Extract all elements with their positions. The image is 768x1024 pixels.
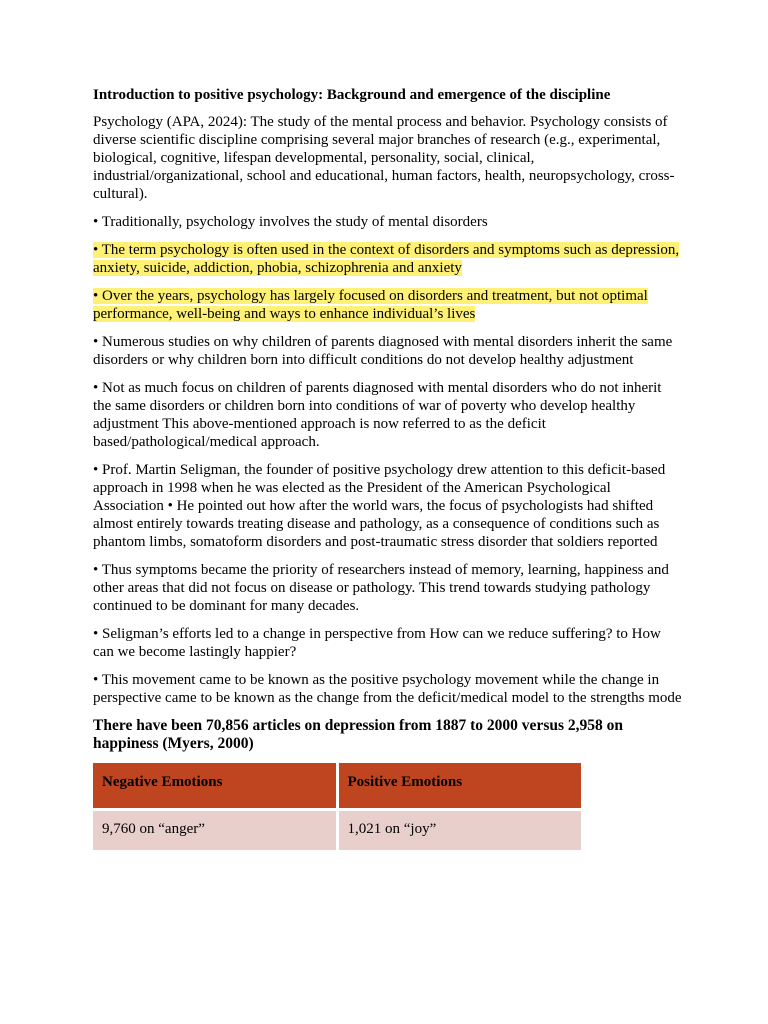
bullet-numerous-studies: • Numerous studies on why children of parents diagnosed with mental disorders inherit the same disorders or why children born into difficult conditions do not develop healthy adjustment xyxy=(93,334,673,368)
bullet-perspective-change: • Seligman’s efforts led to a change in perspective from How can we reduce suffering? to How can we become lastingly happier? xyxy=(93,626,661,660)
paragraph-definition: Psychology (APA, 2024): The study of the mental process and behavior. Psychology consists of diverse scientific discipline comprising several major branches of research (e.g., experimental, biological, cognitive, lifespan developmental, personality, social, clinical, industrial/organizational, school and educational, human factors, health, neuropsychology, cross-cultural). xyxy=(93,114,675,202)
bullet-not-as-much-focus: • Not as much focus on children of parents diagnosed with mental disorders who do not inherit the same disorders or children born into conditions of war of poverty who develop healthy adjustment This above-mentioned approach is now referred to as the deficit based/pathological/medical approach. xyxy=(93,380,662,450)
bullet-term-psychology xyxy=(93,241,683,277)
table-header-negative: Negative Emotions xyxy=(93,763,336,808)
bullet-movement: • This movement came to be known as the positive psychology movement while the change in perspective came to be known as the change from the deficit/medical model to the strengths mode xyxy=(93,672,682,706)
table-header-row xyxy=(93,763,581,808)
bullet-traditionally: • Traditionally, psychology involves the study of mental disorders xyxy=(93,214,488,230)
bullet-over-the-years xyxy=(93,287,683,323)
document-title: Introduction to positive psychology: Background and emergence of the discipline xyxy=(93,87,611,103)
table-header-positive: Positive Emotions xyxy=(339,763,582,808)
emotions-table xyxy=(90,763,584,850)
document-page xyxy=(93,86,683,850)
highlighted-text: • The term psychology is often used in the context of disorders and symptoms such as depression, anxiety, suicide, addiction, phobia, schizophrenia and anxiety xyxy=(93,242,680,276)
table-cell-anger: 9,760 on “anger” xyxy=(93,808,336,850)
bullet-symptoms-priority: • Thus symptoms became the priority of researchers instead of memory, learning, happiness and other areas that did not focus on disease or pathology. This trend towards studying pathology continued to be dominant for many decades. xyxy=(93,562,669,614)
highlighted-text: • Over the years, psychology has largely focused on disorders and treatment, but not optimal performance, well-being and ways to enhance individual’s lives xyxy=(93,288,648,322)
table-cell-joy: 1,021 on “joy” xyxy=(339,808,582,850)
articles-statement: There have been 70,856 articles on depression from 1887 to 2000 versus 2,958 on happiness (Myers, 2000) xyxy=(93,717,623,752)
table-row xyxy=(93,808,581,850)
bullet-seligman-founder: • Prof. Martin Seligman, the founder of positive psychology drew attention to this deficit-based approach in 1998 when he was elected as the President of the American Psychological Association • He pointed out how after the world wars, the focus of psychologists had shifted almost entirely towards treating disease and pathology, as a consequence of conditions such as phantom limbs, somatoform disorders and post-traumatic stress disorder that soldiers reported xyxy=(93,462,666,550)
